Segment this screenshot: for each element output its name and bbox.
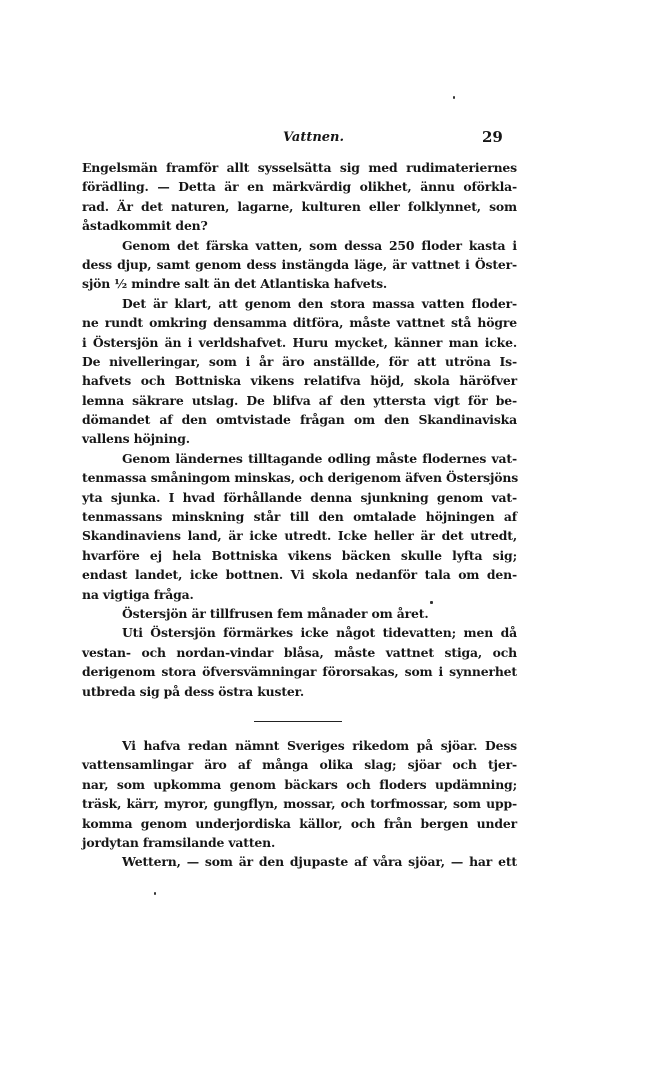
text-line: jordytan framsilande vatten. [82, 834, 276, 850]
text-line: Östersjön är tillfrusen fem månader om året. [122, 605, 429, 621]
text-line: tenmassans minskning står till den omtalade höjningen af [82, 509, 517, 525]
page-number: 29 [482, 128, 503, 146]
text-line: Wettern, — som är den djupaste af våra sjöar, — har ett [122, 854, 517, 870]
text-line: rad. Är det naturen, lagarne, kulturen eller folklynnet, som [82, 198, 517, 214]
text-line: vattensamlingar äro af många olika slag; sjöar och tjer- [82, 757, 517, 773]
section-divider [254, 721, 342, 722]
text-line: vestan- och nordan-vindar blåsa, måste vattnet stiga, och [82, 644, 517, 660]
text-line: träsk, kärr, myror, gungflyn, mossar, och torfmossar, som upp- [82, 796, 517, 812]
text-line: na vigtiga fråga. [82, 586, 194, 602]
text-line: Genom det färska vatten, som dessa 250 floder kasta i [122, 237, 517, 253]
text-line: ne rundt omkring densamma ditföra, måste vattnet stå högre [82, 315, 517, 331]
running-head: Vattnen. [283, 130, 345, 145]
text-line: nar, som upkomma genom bäckars och floders updämning; [82, 776, 517, 792]
text-line: förädling. — Detta är en märkvärdig olikhet, ännu oförkla- [82, 179, 517, 195]
text-line: Engelsmän framför allt sysselsätta sig med rudimateriernes [82, 160, 517, 175]
text-line: De nivelleringar, som i år äro anställde, för att utröna Is- [82, 353, 517, 369]
text-line: Det är klart, att genom den stora massa vatten floder- [122, 295, 517, 311]
print-speck [154, 892, 156, 895]
text-line: utbreda sig på dess östra kuster. [82, 683, 305, 699]
print-speck [430, 601, 433, 604]
text-line: dömandet af den omtvistade frågan om den Skandinaviska [82, 412, 517, 428]
text-line: lemna säkrare utslag. De blifva af den yttersta vigt för be- [82, 392, 517, 408]
body-text-section-2 [82, 736, 517, 872]
text-line: Uti Östersjön förmärkes icke något tidevatten; men då [122, 625, 517, 641]
text-line: Vi hafva redan nämnt Sveriges rikedom på sjöar. Dess [122, 738, 517, 753]
page-header [0, 130, 648, 152]
print-speck [453, 96, 455, 99]
text-line: Genom ländernes tilltagande odling måste flodernes vat- [122, 450, 517, 466]
text-line: Skandinaviens land, är icke utredt. Icke heller är det utredt, [82, 528, 517, 544]
text-line: i Östersjön än i verldshafvet. Huru mycket, känner man icke. [82, 334, 517, 350]
text-line: komma genom underjordiska källor, och från bergen under [82, 815, 517, 831]
text-line: hafvets och Bottniska vikens relatifva höjd, skola häröfver [82, 373, 517, 389]
text-line: endast landet, icke bottnen. Vi skola nedanför tala om den- [82, 567, 517, 583]
body-text-section-1 [82, 158, 517, 701]
text-line: derigenom stora öfversvämningar förorsakas, som i synnerhet [82, 664, 517, 680]
text-line: sjön ½ mindre salt än det Atlantiska hafvets. [82, 276, 388, 292]
text-line: tenmassa småningom minskas, och derigenom äfven Östersjöns [82, 470, 519, 486]
text-line: hvarföre ej hela Bottniska vikens bäcken skulle lyfta sig; [82, 547, 517, 563]
text-line: dess djup, samt genom dess instängda läge, är vattnet i Öster- [82, 256, 517, 272]
text-line: åstadkommit den? [82, 218, 208, 234]
text-line: yta sjunka. I hvad förhållande denna sjunkning genom vat- [82, 489, 517, 505]
text-line: vallens höjning. [82, 431, 190, 447]
